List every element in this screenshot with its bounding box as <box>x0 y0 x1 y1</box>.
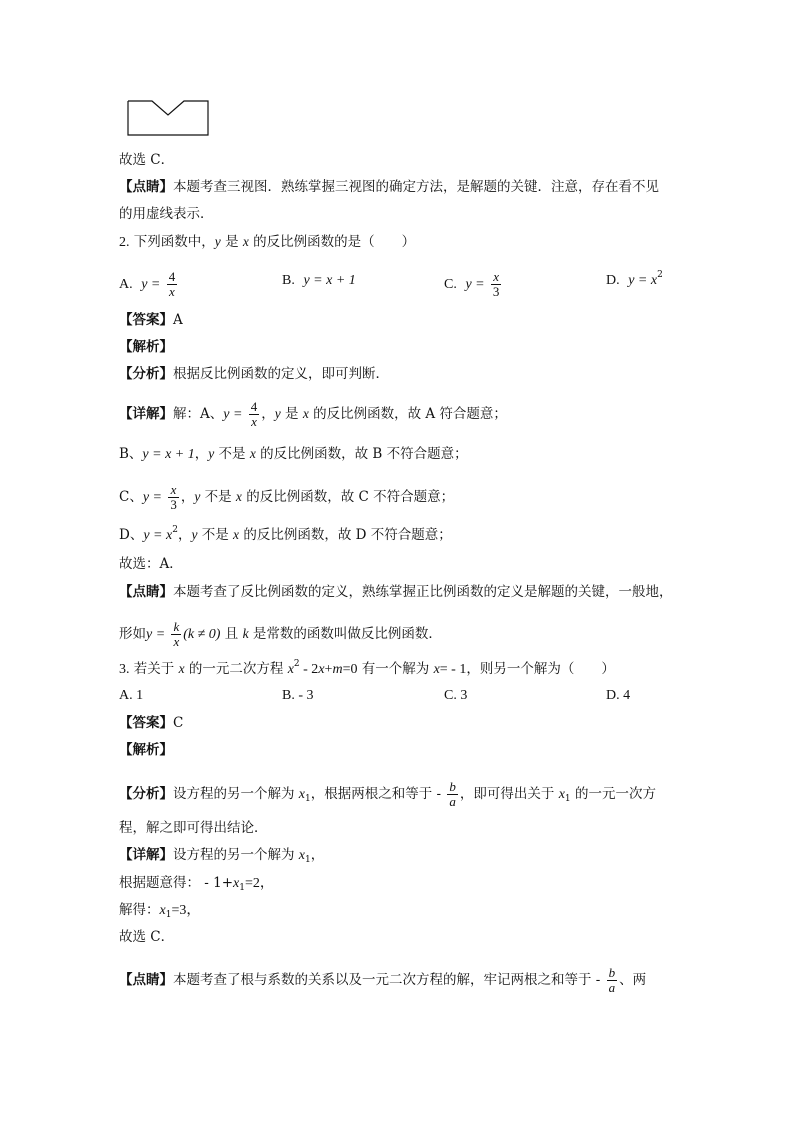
q3-stem: 3. 若关于 x 的一元二次方程 $x^2 - 2x+m=0$ 有一个解为 x= - 1，则另一个解为（ ） <box>119 659 615 677</box>
q2-guxuan: 故选：A． <box>119 556 183 572</box>
q1-dianjing-line2: 的用虚线表示． <box>119 206 214 222</box>
answer-choice-line: 故选 C． <box>119 152 175 168</box>
q2-xiangjie-b: B、y = x + 1，y 不是 x 的反比例函数，故 B 不符合题意； <box>119 446 468 462</box>
q3-xiangjie-line1: 【详解】设方程的另一个解为 $x_1$， <box>119 847 325 865</box>
q3-dianjing: 【点睛】本题考查了根与系数的关系以及一元二次方程的解，牢记两根之和等于 - $\frac{b}{a}$ 、两 <box>119 965 647 995</box>
q2-xiangjie-a: 【详解】解：A、y = $\frac{4}{x}$ ，y 是 x 的反比例函数，故 A 符合题意； <box>119 399 507 429</box>
q3-jiexi: 【解析】 <box>119 742 173 758</box>
q2-option-d: D. $y = x^2$ <box>606 270 663 288</box>
q2-xiangjie-d: D、$y = x^2$，y 不是 x 的反比例函数，故 D 不符合题意； <box>119 525 452 543</box>
q3-guxuan: 故选 C． <box>119 929 175 945</box>
q2-stem: 2. 下列函数中，y 是 x 的反比例函数的是（ ） <box>119 234 416 250</box>
q3-option-d: D. 4 <box>606 688 631 703</box>
q3-option-b: B. - 3 <box>282 688 314 703</box>
q2-dianjing-line1: 【点睛】本题考查了反比例函数的定义，熟练掌握正比例函数的定义是解题的关键，一般地， <box>119 584 673 600</box>
q2-jiexi: 【解析】 <box>119 339 173 355</box>
q2-option-b: B. y = x + 1 <box>282 273 356 288</box>
q2-option-a: A. y = $\frac{4}{x}$ <box>119 269 176 299</box>
q2-fenxi: 【分析】根据反比例函数的定义，即可判断． <box>119 366 389 382</box>
q1-dianjing-line1: 【点睛】本题考查三视图．熟练掌握三视图的确定方法，是解题的关键．注意，存在看不见 <box>119 179 659 195</box>
q3-fenxi-line1: 【分析】设方程的另一个解为 $x_1$，根据两根之和等于 - $\frac{b}{a}$ ，即可得出关于 $x_1$ 的一元一次方 <box>119 779 656 809</box>
q3-fenxi-line2: 程，解之即可得出结论． <box>119 820 268 836</box>
q2-option-c: C. y = $\frac{x}{3}$ <box>444 269 500 299</box>
q3-answer: 【答案】C <box>119 715 184 731</box>
three-view-figure <box>126 99 210 137</box>
q2-answer: 【答案】A <box>119 312 183 328</box>
q3-option-a: A. 1 <box>119 688 144 703</box>
q2-xiangjie-c: C、y = $\frac{x}{3}$ ，y 不是 x 的反比例函数，故 C 不符合题意； <box>119 482 455 512</box>
q3-option-c: C. 3 <box>444 688 468 703</box>
q3-xiangjie-line3: 解得：$x_1=3$， <box>119 902 201 920</box>
q2-dianjing-line2: 形如y = $\frac{k}{x}$ (k ≠ 0) 且 k 是常数的函数叫做反比例函数． <box>119 619 442 649</box>
q3-xiangjie-line2: 根据题意得： - $1+x_1=2$， <box>119 875 274 893</box>
